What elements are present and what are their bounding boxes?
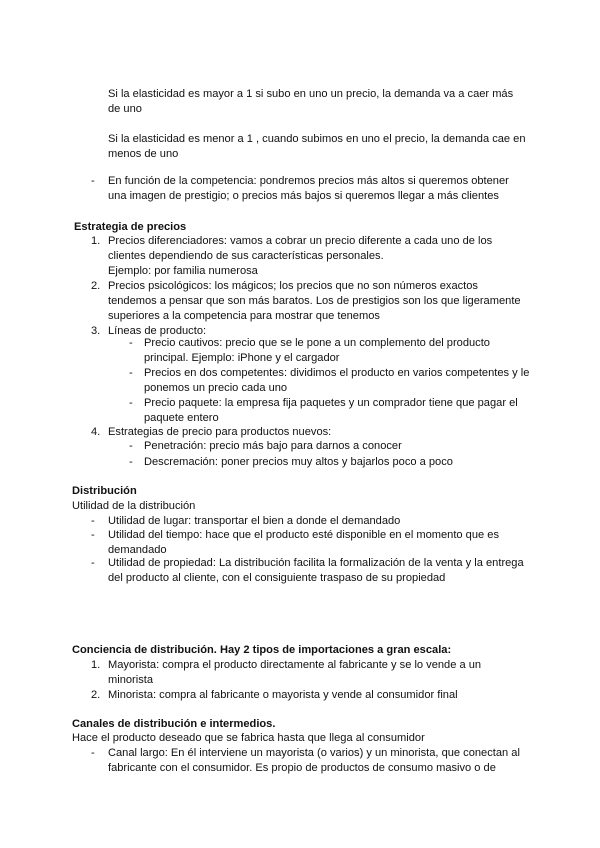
distribution-heading: Distribución <box>72 485 137 497</box>
bullet-dash: - <box>91 515 95 527</box>
list-number: 2. <box>91 280 101 292</box>
list-number: 3. <box>91 325 101 337</box>
distribution-subtitle: Utilidad de la distribución <box>72 500 196 512</box>
bullet-dash: - <box>129 397 133 409</box>
penetration-subitem: Penetración: precio más bajo para darnos a conocer <box>144 440 402 452</box>
bullet-dash: - <box>129 456 133 468</box>
bullet-dash: - <box>129 440 133 452</box>
wholesaler-item: Mayorista: compra el producto directamente al fabricante y se lo vende a un minorista <box>108 659 482 687</box>
bullet-dash: - <box>91 529 95 541</box>
list-number: 2. <box>91 689 101 701</box>
long-channel-item: Canal largo: En él interviene un mayorista (o varios) y un minorista, que conectan al fabricante con el consumidor. Es propio de productos de consumo masivo o de <box>108 747 520 775</box>
competition-pricing-item: En función de la competencia: pondremos precios más altos si queremos obtener una imagen de prestigio; o precios más bajos si queremos llegar a más clientes <box>108 175 509 203</box>
place-utility-item: Utilidad de lugar: transportar el bien a donde el demandado <box>108 515 401 527</box>
skimming-subitem: Descremación: poner precios muy altos y bajarlos poco a poco <box>144 456 453 468</box>
retailer-item: Minorista: compra al fabricante o mayorista y vende al consumidor final <box>108 689 458 701</box>
new-products-strategies-item: Estrategias de precio para productos nuevos: <box>108 426 332 438</box>
psychological-prices-item: Precios psicológicos: los mágicos; los precios que no son números exactos tendemos a pensar que son más baratos. Los de prestigios son los que ligeramente superiores a la competencia para mostrar que tenemos <box>108 280 521 323</box>
captive-prices-subitem: Precio cautivos: precio que se le pone a un complemento del producto principal. Ejemplo: iPhone y el cargador <box>144 337 490 365</box>
two-component-prices-subitem: Precios en dos competentes: dividimos el producto en varios competentes y le ponemos un precio cada uno <box>144 367 530 395</box>
time-utility-item: Utilidad del tiempo: hace que el producto esté disponible en el momento que es demandado <box>108 529 499 557</box>
distribution-awareness-heading: Conciencia de distribución. Hay 2 tipos de importaciones a gran escala: <box>72 644 452 656</box>
bullet-dash: - <box>91 747 95 759</box>
list-number: 1. <box>91 659 101 671</box>
bullet-dash: - <box>129 337 133 349</box>
differentiated-prices-example: Ejemplo: por familia numerosa <box>108 265 258 277</box>
list-number: 1. <box>91 235 101 247</box>
bullet-dash: - <box>91 557 95 569</box>
distribution-channels-subtitle: Hace el producto deseado que se fabrica hasta que llega al consumidor <box>72 732 425 744</box>
bullet-dash: - <box>129 367 133 379</box>
elasticity-paragraph-less: Si la elasticidad es menor a 1 , cuando subimos en uno el precio, la demanda cae en menos de uno <box>108 133 526 161</box>
differentiated-prices-item: Precios diferenciadores: vamos a cobrar un precio diferente a cada uno de los clientes dependiendo de sus características personales. <box>108 235 493 263</box>
elasticity-paragraph-greater: Si la elasticidad es mayor a 1 si subo en uno un precio, la demanda va a caer más de uno <box>108 88 514 116</box>
bullet-dash: - <box>91 175 95 187</box>
list-number: 4. <box>91 426 101 438</box>
pricing-strategy-heading: Estrategia de precios <box>74 221 187 233</box>
product-lines-item: Líneas de producto: <box>108 325 207 337</box>
ownership-utility-item: Utilidad de propiedad: La distribución facilita la formalización de la venta y la entrega del producto al cliente, con el consiguiente traspaso de su propiedad <box>108 557 524 585</box>
distribution-channels-heading: Canales de distribución e intermedios. <box>72 718 276 730</box>
package-price-subitem: Precio paquete: la empresa fija paquetes y un comprador tiene que pagar el paquete entero <box>144 397 518 425</box>
